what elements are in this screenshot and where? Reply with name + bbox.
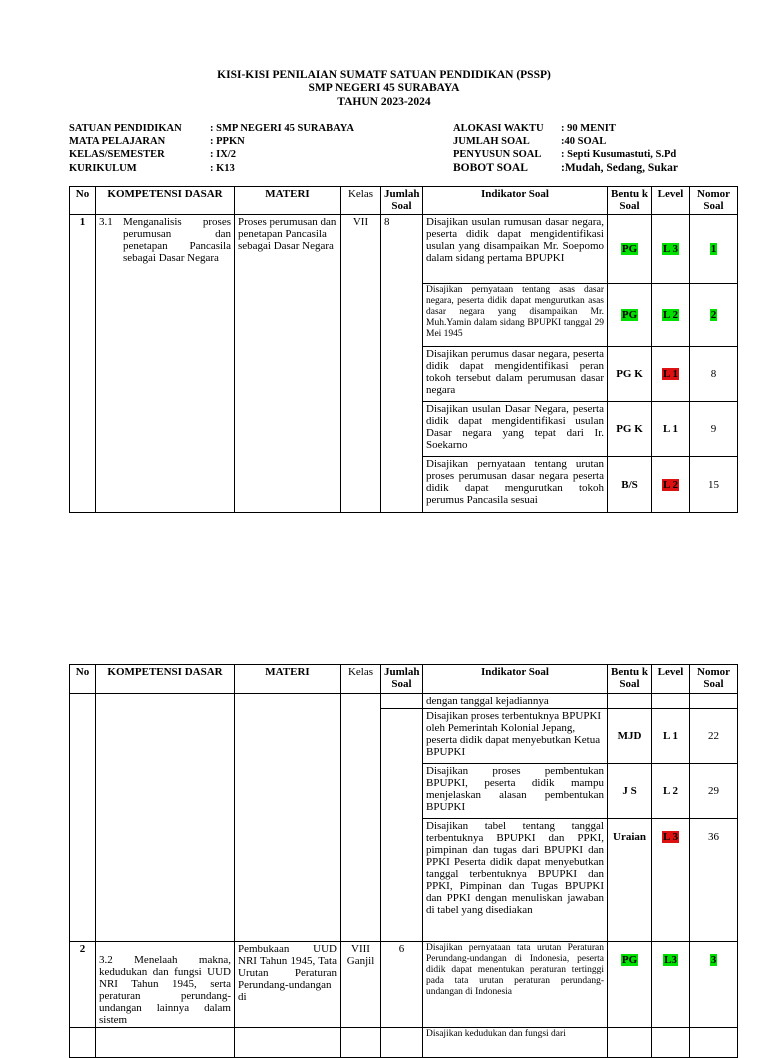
col-jumlah: Jumlah Soal bbox=[381, 187, 423, 215]
bentuk-cell: PG K bbox=[608, 347, 652, 402]
nomor-cell: 29 bbox=[690, 764, 738, 819]
kisi-table-page1 bbox=[69, 186, 738, 513]
kompetensi-dasar-cell bbox=[96, 1028, 235, 1058]
bentuk-cell bbox=[608, 284, 652, 347]
col-level: Level bbox=[652, 187, 690, 215]
info-value-kurikulum: : K13 bbox=[210, 163, 235, 174]
level-cell bbox=[652, 1028, 690, 1058]
level-highlight: L 3 bbox=[663, 831, 678, 843]
year-title: TAHUN 2023-2024 bbox=[337, 96, 431, 108]
level-highlight: L 2 bbox=[663, 478, 678, 491]
indikator-cell: Disajikan pernyataan tentang asas dasar negara, peserta didik dapat mengurutkan asas dasar negara yang disampaikan Mr. Muh.Yamin dalam sidang BPUPKI tanggal 29 Mei 1945 bbox=[423, 284, 608, 347]
col-kd: KOMPETENSI DASAR bbox=[96, 665, 235, 694]
col-nomor: Nomor Soal bbox=[690, 665, 738, 694]
level-cell bbox=[652, 819, 690, 942]
kd-text: Menganalisis proses perumusan dan penetapan Pancasila sebagai Dasar Negara bbox=[123, 216, 231, 264]
info-label-jumlah: JUMLAH SOAL bbox=[453, 136, 530, 147]
info-value-bobot: :Mudah, Sedang, Sukar bbox=[561, 162, 678, 174]
indikator-cell: Disajikan perumus dasar negara, peserta didik dapat mengidentifikasi peran tokoh tersebut dalam perumusan dasar negara bbox=[423, 347, 608, 402]
nomor-cell: 22 bbox=[690, 709, 738, 764]
level-cell bbox=[652, 457, 690, 513]
jumlah-cell bbox=[381, 694, 423, 709]
level-cell bbox=[652, 215, 690, 284]
info-label-penyusun: PENYUSUN SOAL bbox=[453, 149, 542, 160]
col-materi: MATERI bbox=[235, 187, 341, 215]
bentuk-cell: B/S bbox=[608, 457, 652, 513]
row-number bbox=[70, 1028, 96, 1058]
table-header-row bbox=[70, 187, 738, 215]
col-kelas: Kelas bbox=[341, 187, 381, 215]
col-jumlah: Jumlah Soal bbox=[381, 665, 423, 694]
info-label-bobot: BOBOT SOAL bbox=[453, 162, 528, 174]
school-title: SMP NEGERI 45 SURABAYA bbox=[308, 82, 460, 94]
nomor-cell: 9 bbox=[690, 402, 738, 457]
level-cell bbox=[652, 347, 690, 402]
row-number: 1 bbox=[70, 215, 96, 513]
info-label-satuan: SATUAN PENDIDIKAN bbox=[69, 123, 182, 134]
kd-number: 3.1 bbox=[99, 216, 113, 228]
materi-cell: Proses perumusan dan penetapan Pancasila sebagai Dasar Negara bbox=[235, 215, 341, 513]
indikator-cell: Disajikan proses pembentukan BPUPKI, peserta didik mampu menjelaskan alasan pembentukan BPUPKI bbox=[423, 764, 608, 819]
col-bentuk: Bentu k Soal bbox=[608, 665, 652, 694]
nomor-cell bbox=[690, 215, 738, 284]
col-indikator: Indikator Soal bbox=[423, 665, 608, 694]
level-highlight: L3 bbox=[664, 954, 677, 966]
col-kd: KOMPETENSI DASAR bbox=[96, 187, 235, 215]
table-row bbox=[70, 942, 738, 1028]
indikator-cell: Disajikan usulan rumusan dasar negara, peserta didik dapat mengidentifikasi usulan yang disampaikan Mr. Soepomo dalam sidang pertama BPUPKI bbox=[423, 215, 608, 284]
info-value-satuan: : SMP NEGERI 45 SURABAYA bbox=[210, 123, 354, 134]
doc-title: KISI-KISI PENILAIAN SUMATF SATUAN PENDIDIKAN (PSSP) bbox=[217, 69, 551, 81]
col-kelas: Kelas bbox=[341, 665, 381, 694]
bentuk-cell bbox=[608, 942, 652, 1028]
row-number bbox=[70, 694, 96, 942]
indikator-cell: Disajikan pernyataan tentang urutan proses perumusan dasar negara peserta didik dapat mengurutkan tokoh perumus Pancasila sesuai bbox=[423, 457, 608, 513]
table-row bbox=[70, 215, 738, 284]
indikator-cell: Disajikan proses terbentuknya BPUPKI oleh Pemerintah Kolonial Jepang, peserta didik dapat menyebutkan Ketua BPUPKI bbox=[423, 709, 608, 764]
indikator-cell: dengan tanggal kejadiannya bbox=[423, 694, 608, 709]
info-label-alokasi: ALOKASI WAKTU bbox=[453, 123, 544, 134]
jumlah-cell: 8 bbox=[381, 215, 423, 513]
info-label-mapel: MATA PELAJARAN bbox=[69, 136, 166, 147]
bentuk-highlight: PG bbox=[621, 309, 638, 321]
nomor-cell: 36 bbox=[690, 819, 738, 942]
nomor-cell: 8 bbox=[690, 347, 738, 402]
col-nomor: Nomor Soal bbox=[690, 187, 738, 215]
level-highlight: L 1 bbox=[663, 368, 678, 380]
kelas-cell bbox=[341, 1028, 381, 1058]
level-cell bbox=[652, 942, 690, 1028]
materi-cell bbox=[235, 1028, 341, 1058]
nomor-cell bbox=[690, 942, 738, 1028]
nomor-highlight: 3 bbox=[710, 954, 717, 966]
nomor-highlight: 1 bbox=[710, 243, 717, 255]
info-value-penyusun: : Septi Kusumastuti, S.Pd bbox=[561, 149, 677, 160]
bentuk-cell: J S bbox=[608, 764, 652, 819]
col-materi: MATERI bbox=[235, 665, 341, 694]
materi-cell bbox=[235, 694, 341, 942]
nomor-cell bbox=[690, 694, 738, 709]
jumlah-cell bbox=[381, 709, 423, 942]
level-cell: L 2 bbox=[652, 764, 690, 819]
nomor-highlight: 2 bbox=[710, 309, 717, 321]
table-row bbox=[70, 694, 738, 709]
materi-cell: Pembukaan UUD NRI Tahun 1945, Tata Urutan Peraturan Perundang-undangan di bbox=[235, 942, 341, 1028]
row-number: 2 bbox=[70, 942, 96, 1028]
kelas-cell: VII bbox=[341, 215, 381, 513]
level-cell bbox=[652, 694, 690, 709]
info-value-kelas: : IX/2 bbox=[210, 149, 236, 160]
indikator-cell: Disajikan kedudukan dan fungsi dari bbox=[423, 1028, 608, 1058]
info-label-kelas: KELAS/SEMESTER bbox=[69, 149, 165, 160]
col-no: No bbox=[70, 187, 96, 215]
bentuk-cell bbox=[608, 1028, 652, 1058]
kelas-cell bbox=[341, 694, 381, 942]
table-header-row bbox=[70, 665, 738, 694]
jumlah-cell: 6 bbox=[381, 942, 423, 1028]
bentuk-cell bbox=[608, 215, 652, 284]
level-cell: L 1 bbox=[652, 402, 690, 457]
bentuk-highlight: PG bbox=[621, 243, 638, 255]
bentuk-highlight: PG bbox=[621, 954, 638, 966]
nomor-cell bbox=[690, 284, 738, 347]
bentuk-cell: PG K bbox=[608, 402, 652, 457]
info-value-mapel: : PPKN bbox=[210, 136, 245, 147]
kisi-table-page2 bbox=[69, 664, 738, 1058]
indikator-cell: Disajikan usulan Dasar Negara, peserta didik dapat mengidentifikasi usulan Dasar negara yang tepat dari Ir. Soekarno bbox=[423, 402, 608, 457]
level-highlight: L 2 bbox=[663, 309, 678, 321]
info-label-kurikulum: KURIKULUM bbox=[69, 163, 137, 174]
bentuk-cell: MJD bbox=[608, 709, 652, 764]
nomor-cell bbox=[690, 1028, 738, 1058]
col-indikator: Indikator Soal bbox=[423, 187, 608, 215]
level-highlight: L 3 bbox=[663, 243, 678, 255]
jumlah-cell bbox=[381, 1028, 423, 1058]
level-cell bbox=[652, 284, 690, 347]
table-row bbox=[70, 1028, 738, 1058]
kompetensi-dasar-cell bbox=[96, 694, 235, 942]
col-bentuk: Bentu k Soal bbox=[608, 187, 652, 215]
kompetensi-dasar-cell: 3.2 Menelaah makna, kedudukan dan fungsi UUD NRI Tahun 1945, serta peraturan perundang-undangan lainnya dalam sistem bbox=[96, 942, 235, 1028]
nomor-cell: 15 bbox=[690, 457, 738, 513]
kelas-cell: VIII Ganjil bbox=[341, 942, 381, 1028]
bentuk-cell bbox=[608, 694, 652, 709]
col-no: No bbox=[70, 665, 96, 694]
level-cell: L 1 bbox=[652, 709, 690, 764]
kompetensi-dasar-cell bbox=[96, 215, 235, 513]
bentuk-cell: Uraian bbox=[608, 819, 652, 942]
info-value-jumlah: :40 SOAL bbox=[561, 136, 607, 147]
indikator-cell: Disajikan pernyataan tata urutan Peraturan Perundang-undangan di Indonesia, peserta didik dapat menentukan peraturan tertinggi pada tata urutan peraturan perundang-undangan di Indonesia bbox=[423, 942, 608, 1028]
info-value-alokasi: : 90 MENIT bbox=[561, 123, 616, 134]
indikator-cell: Disajikan tabel tentang tanggal terbentuknya BPUPKI dan PPKI, pimpinan dan tugas dari BPUPKI dan PPKI Peserta didik dapat menyebutkan tanggal terbentuknya BPUPKI dan PPKI, Pimpinan dan Tugas BPUPKI dan PPKI dengan menuliskan jawaban di tabel yang disediakan bbox=[423, 819, 608, 942]
col-level: Level bbox=[652, 665, 690, 694]
